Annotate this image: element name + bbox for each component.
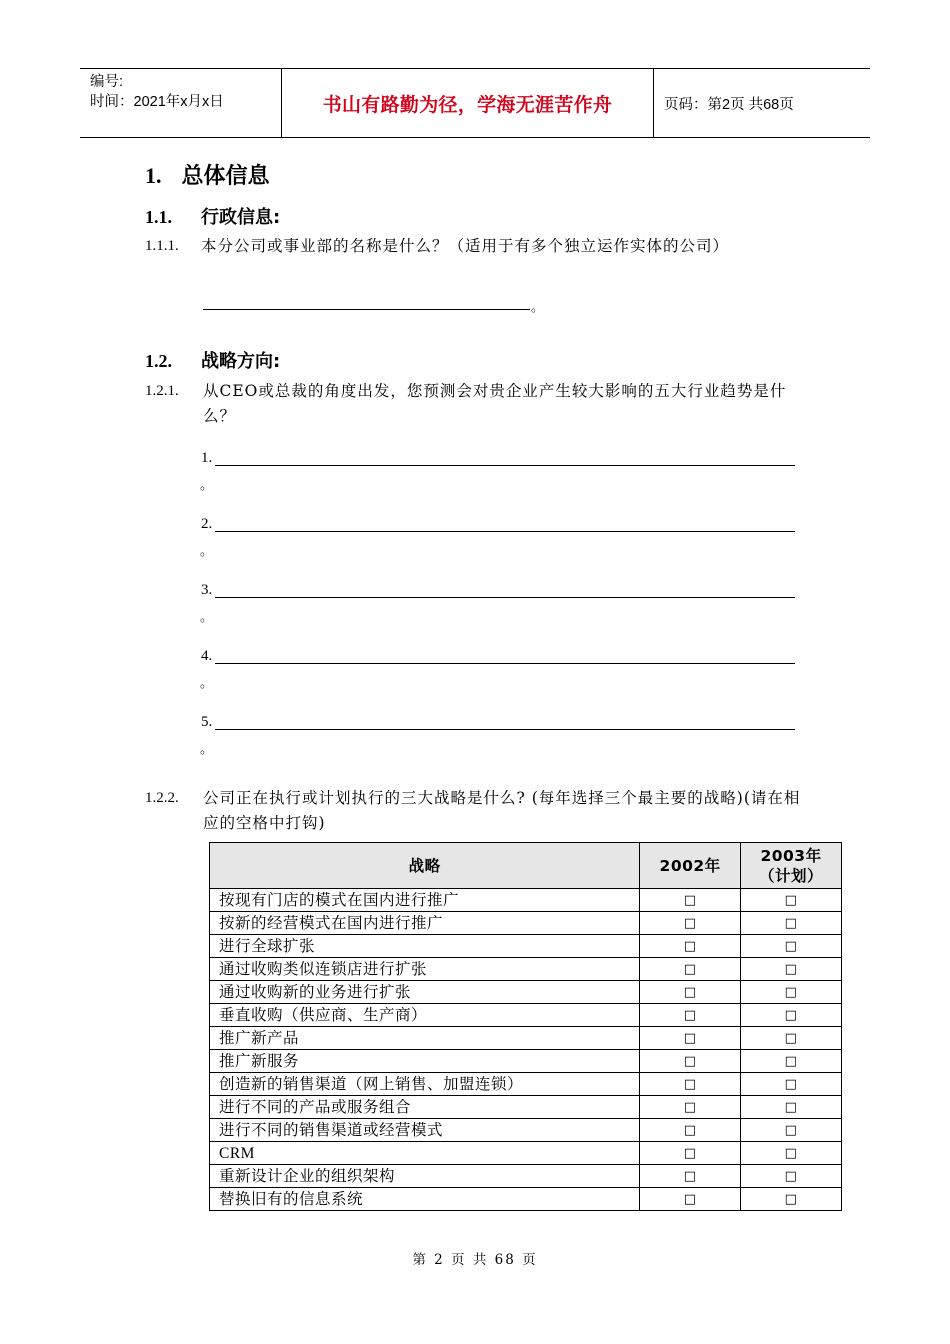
strategy-label: 替换旧有的信息系统 [210, 1188, 640, 1211]
trend-4-label: 4. [201, 648, 213, 664]
checkbox-2003[interactable]: □ [741, 1073, 842, 1096]
section-1-number: 1. [145, 163, 162, 188]
checkbox-2002[interactable]: □ [640, 1142, 741, 1165]
checkbox-2003[interactable]: □ [741, 1096, 842, 1119]
checkbox-2003[interactable]: □ [741, 1119, 842, 1142]
strategy-label: 进行不同的销售渠道或经营模式 [210, 1119, 640, 1142]
checkbox-2003[interactable]: □ [741, 1165, 842, 1188]
header-meta [80, 69, 282, 137]
trend-2-label: 2. [201, 516, 213, 532]
checkbox-2002[interactable]: □ [640, 1165, 741, 1188]
section-1-2-number: 1.2. [145, 351, 172, 371]
question-1-2-2-number: 1.2.2. [145, 790, 179, 806]
table-row [210, 981, 842, 1004]
checkbox-2003[interactable]: □ [741, 1004, 842, 1027]
trend-5-label: 5. [201, 714, 213, 730]
table-row [210, 1004, 842, 1027]
table-row [210, 1073, 842, 1096]
question-1-1-1-number: 1.1.1. [145, 238, 179, 254]
strategy-label: 进行不同的产品或服务组合 [210, 1096, 640, 1119]
answer-end-mark: 。 [531, 300, 545, 315]
checkbox-2003[interactable]: □ [741, 981, 842, 1004]
checkbox-2002[interactable]: □ [640, 981, 741, 1004]
section-1-2-title: 战略方向: [201, 351, 281, 372]
table-row [210, 1142, 842, 1165]
section-1-title: 总体信息 [181, 164, 270, 189]
strategy-table [209, 842, 842, 1211]
strategy-label: 垂直收购（供应商、生产商） [210, 1004, 640, 1027]
trend-3-answer-line[interactable] [215, 597, 795, 598]
table-row [210, 1096, 842, 1119]
checkbox-2003[interactable]: □ [741, 935, 842, 958]
column-header-2003: 2003年（计划） [741, 843, 842, 889]
header-motto: 书山有路勤为径，学海无涯苦作舟 [282, 69, 654, 137]
answer-line-company-name[interactable] [203, 309, 530, 310]
checkbox-2002[interactable]: □ [640, 1188, 741, 1211]
checkbox-2002[interactable]: □ [640, 1050, 741, 1073]
checkbox-2003[interactable]: □ [741, 1050, 842, 1073]
trend-3-label: 3. [201, 582, 213, 598]
checkbox-2002[interactable]: □ [640, 1073, 741, 1096]
question-1-2-2-text: 公司正在执行或计划执行的三大战略是什么? (每年选择三个最主要的战略)(请在相应的空格中打钩) [203, 789, 801, 832]
trend-2-answer-line[interactable] [215, 531, 795, 532]
table-row [210, 1188, 842, 1211]
section-1-1-heading [145, 203, 280, 229]
trend-3-end-mark: 。 [200, 610, 214, 625]
table-row [210, 935, 842, 958]
table-row [210, 1027, 842, 1050]
page-header [80, 68, 870, 138]
table-row [210, 958, 842, 981]
checkbox-2002[interactable]: □ [640, 912, 741, 935]
table-row [210, 1119, 842, 1142]
question-1-1-1-text: 本分公司或事业部的名称是什么？（适用于有多个独立运作实体的公司） [201, 237, 730, 255]
table-row [210, 1050, 842, 1073]
strategy-label: 推广新服务 [210, 1050, 640, 1073]
header-time: 时间：2021年x月x日 [90, 94, 224, 110]
checkbox-2003[interactable]: □ [741, 1142, 842, 1165]
column-header-2002: 2002年 [640, 843, 741, 889]
page-footer: 第 2 页 共 68 页 [412, 1252, 538, 1268]
trend-2-end-mark: 。 [200, 544, 214, 559]
table-row [210, 912, 842, 935]
trend-5-end-mark: 。 [200, 742, 214, 757]
strategy-label: 进行全球扩张 [210, 935, 640, 958]
column-header-strategy: 战略 [210, 843, 640, 889]
section-1-heading [145, 159, 270, 190]
checkbox-2002[interactable]: □ [640, 1004, 741, 1027]
checkbox-2003[interactable]: □ [741, 958, 842, 981]
strategy-label: 重新设计企业的组织架构 [210, 1165, 640, 1188]
trend-1-label: 1. [201, 450, 213, 466]
strategy-label: 通过收购新的业务进行扩张 [210, 981, 640, 1004]
strategy-label: 创造新的销售渠道（网上销售、加盟连锁） [210, 1073, 640, 1096]
question-1-2-1-number: 1.2.1. [145, 383, 179, 399]
strategy-label: 推广新产品 [210, 1027, 640, 1050]
checkbox-2002[interactable]: □ [640, 889, 741, 912]
trend-1-answer-line[interactable] [215, 465, 795, 466]
header-number: 编号: [90, 74, 124, 90]
table-row [210, 889, 842, 912]
checkbox-2003[interactable]: □ [741, 1188, 842, 1211]
checkbox-2003[interactable]: □ [741, 1027, 842, 1050]
strategy-label: 按现有门店的模式在国内进行推广 [210, 889, 640, 912]
table-header-row [210, 843, 842, 889]
checkbox-2002[interactable]: □ [640, 958, 741, 981]
checkbox-2002[interactable]: □ [640, 1096, 741, 1119]
trend-1-end-mark: 。 [200, 478, 214, 493]
strategy-label: 按新的经营模式在国内进行推广 [210, 912, 640, 935]
strategy-label: CRM [210, 1142, 640, 1165]
checkbox-2002[interactable]: □ [640, 935, 741, 958]
checkbox-2002[interactable]: □ [640, 1119, 741, 1142]
section-1-1-number: 1.1. [145, 207, 172, 227]
section-1-1-title: 行政信息: [201, 207, 281, 228]
question-1-2-1-text: 从CEO或总裁的角度出发，您预测会对贵企业产生较大影响的五大行业趋势是什么？ [203, 382, 787, 425]
checkbox-2003[interactable]: □ [741, 912, 842, 935]
trend-4-answer-line[interactable] [215, 663, 795, 664]
trend-5-answer-line[interactable] [215, 729, 795, 730]
strategy-label: 通过收购类似连锁店进行扩张 [210, 958, 640, 981]
trend-4-end-mark: 。 [200, 676, 214, 691]
checkbox-2003[interactable]: □ [741, 889, 842, 912]
checkbox-2002[interactable]: □ [640, 1027, 741, 1050]
table-row [210, 1165, 842, 1188]
section-1-2-heading [145, 347, 280, 373]
header-page-info: 页码：第2页 共68页 [664, 96, 794, 113]
